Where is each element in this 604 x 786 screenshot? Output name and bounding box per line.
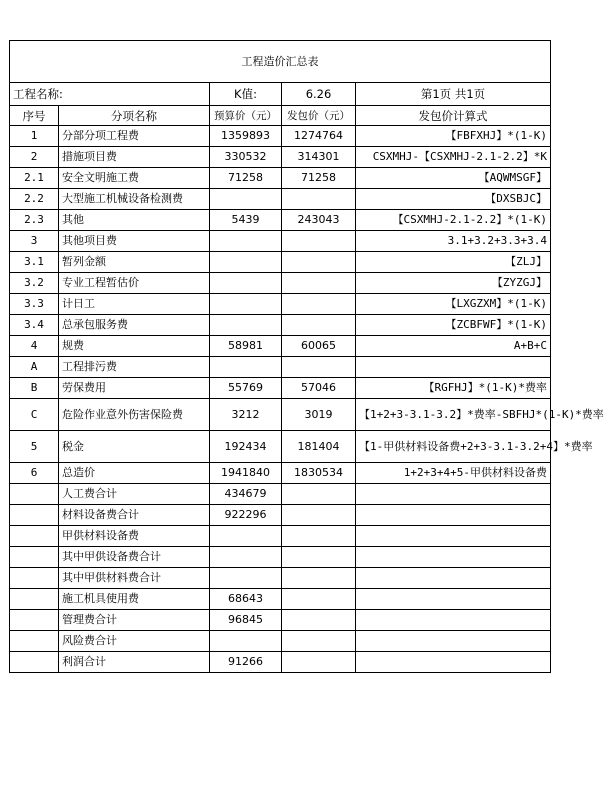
row-formula <box>356 568 551 589</box>
row-budget <box>210 568 282 589</box>
row-contract: 71258 <box>282 168 356 189</box>
row-formula: 【ZCBFWF】*(1-K) <box>356 315 551 336</box>
row-formula <box>356 631 551 652</box>
header-formula: 发包价计算式 <box>356 106 551 126</box>
row-budget <box>210 315 282 336</box>
row-name: 专业工程暂估价 <box>59 273 210 294</box>
row-formula: 【1+2+3-3.1-3.2】*费率-SBFHJ*(1-K)*费率 <box>356 399 551 431</box>
row-name: 其中甲供材料费合计 <box>59 568 210 589</box>
row-no: 3 <box>10 231 59 252</box>
row-contract <box>282 526 356 547</box>
row-budget <box>210 189 282 210</box>
row-name: 施工机具使用费 <box>59 589 210 610</box>
table-row <box>10 126 551 147</box>
row-no: B <box>10 378 59 399</box>
row-name: 暂列金额 <box>59 252 210 273</box>
info-row <box>10 83 551 106</box>
row-name: 总造价 <box>59 463 210 484</box>
row-no: 3.2 <box>10 273 59 294</box>
table-row <box>10 336 551 357</box>
table-row <box>10 357 551 378</box>
row-budget: 91266 <box>210 652 282 673</box>
row-budget <box>210 231 282 252</box>
row-name: 税金 <box>59 431 210 463</box>
row-contract <box>282 252 356 273</box>
row-no <box>10 505 59 526</box>
row-contract: 314301 <box>282 147 356 168</box>
table-row <box>10 431 551 463</box>
row-name: 风险费合计 <box>59 631 210 652</box>
row-budget: 922296 <box>210 505 282 526</box>
row-contract: 181404 <box>282 431 356 463</box>
row-budget: 434679 <box>210 484 282 505</box>
row-budget <box>210 294 282 315</box>
table-row <box>10 463 551 484</box>
row-no: 2.3 <box>10 210 59 231</box>
row-contract: 3019 <box>282 399 356 431</box>
row-name: 规费 <box>59 336 210 357</box>
table-row <box>10 484 551 505</box>
row-no <box>10 547 59 568</box>
row-no: 3.4 <box>10 315 59 336</box>
cost-summary-sheet <box>9 40 604 673</box>
row-no: 3.1 <box>10 252 59 273</box>
k-label: K值: <box>210 83 282 106</box>
row-formula: 【ZLJ】 <box>356 252 551 273</box>
header-name: 分项名称 <box>59 106 210 126</box>
row-no <box>10 610 59 631</box>
table-row <box>10 547 551 568</box>
row-no: 1 <box>10 126 59 147</box>
row-no <box>10 631 59 652</box>
row-contract <box>282 547 356 568</box>
row-formula <box>356 357 551 378</box>
row-contract <box>282 294 356 315</box>
row-name: 安全文明施工费 <box>59 168 210 189</box>
row-no: C <box>10 399 59 431</box>
row-budget: 192434 <box>210 431 282 463</box>
header-row <box>10 106 551 126</box>
row-formula <box>356 547 551 568</box>
row-name: 计日工 <box>59 294 210 315</box>
row-formula <box>356 484 551 505</box>
row-no: 2 <box>10 147 59 168</box>
row-formula: CSXMHJ-【CSXMHJ-2.1-2.2】*K <box>356 147 551 168</box>
row-formula: 【LXGZXM】*(1-K) <box>356 294 551 315</box>
row-formula: 3.1+3.2+3.3+3.4 <box>356 231 551 252</box>
row-formula: 【ZYZGJ】 <box>356 273 551 294</box>
row-budget: 1359893 <box>210 126 282 147</box>
row-budget: 5439 <box>210 210 282 231</box>
row-formula <box>356 610 551 631</box>
row-contract: 57046 <box>282 378 356 399</box>
cost-summary-table <box>9 40 604 673</box>
row-budget <box>210 357 282 378</box>
row-contract <box>282 505 356 526</box>
row-budget: 330532 <box>210 147 282 168</box>
row-contract <box>282 589 356 610</box>
table-row <box>10 147 551 168</box>
row-formula: 【AQWMSGF】 <box>356 168 551 189</box>
row-contract <box>282 652 356 673</box>
row-contract: 1830534 <box>282 463 356 484</box>
row-name: 危险作业意外伤害保险费 <box>59 399 210 431</box>
row-contract <box>282 189 356 210</box>
row-budget: 55769 <box>210 378 282 399</box>
row-contract <box>282 273 356 294</box>
table-row <box>10 189 551 210</box>
row-name: 管理费合计 <box>59 610 210 631</box>
table-row <box>10 168 551 189</box>
project-name-label: 工程名称: <box>10 83 210 106</box>
row-formula: 【CSXMHJ-2.1-2.2】*(1-K) <box>356 210 551 231</box>
row-name: 材料设备费合计 <box>59 505 210 526</box>
row-contract <box>282 631 356 652</box>
row-budget: 58981 <box>210 336 282 357</box>
row-formula: 【RGFHJ】*(1-K)*费率 <box>356 378 551 399</box>
row-contract <box>282 484 356 505</box>
row-formula: 【1-甲供材料设备费+2+3-3.1-3.2+4】*费率 <box>356 431 551 463</box>
table-row <box>10 652 551 673</box>
row-no: 5 <box>10 431 59 463</box>
table-row <box>10 315 551 336</box>
row-contract: 243043 <box>282 210 356 231</box>
row-no: 4 <box>10 336 59 357</box>
row-no <box>10 652 59 673</box>
row-name: 劳保费用 <box>59 378 210 399</box>
row-no <box>10 526 59 547</box>
table-row <box>10 589 551 610</box>
row-budget: 68643 <box>210 589 282 610</box>
header-contract: 发包价（元） <box>282 106 356 126</box>
table-row <box>10 526 551 547</box>
table-row <box>10 210 551 231</box>
row-formula: A+B+C <box>356 336 551 357</box>
row-no: A <box>10 357 59 378</box>
row-formula: 1+2+3+4+5-甲供材料设备费 <box>356 463 551 484</box>
row-no: 2.2 <box>10 189 59 210</box>
row-name: 利润合计 <box>59 652 210 673</box>
row-formula <box>356 526 551 547</box>
row-no <box>10 484 59 505</box>
row-budget <box>210 273 282 294</box>
row-formula <box>356 589 551 610</box>
row-name: 工程排污费 <box>59 357 210 378</box>
row-formula: 【DXSBJC】 <box>356 189 551 210</box>
row-budget: 96845 <box>210 610 282 631</box>
table-row <box>10 631 551 652</box>
row-no <box>10 568 59 589</box>
row-budget <box>210 252 282 273</box>
row-name: 人工费合计 <box>59 484 210 505</box>
table-row <box>10 252 551 273</box>
row-budget: 3212 <box>210 399 282 431</box>
table-row <box>10 231 551 252</box>
table-row <box>10 378 551 399</box>
row-contract <box>282 568 356 589</box>
row-formula <box>356 652 551 673</box>
row-formula <box>356 505 551 526</box>
header-budget: 预算价（元） <box>210 106 282 126</box>
page-indicator: 第1页 共1页 <box>356 83 551 106</box>
table-row <box>10 399 551 431</box>
row-budget <box>210 631 282 652</box>
table-row <box>10 273 551 294</box>
row-budget: 1941840 <box>210 463 282 484</box>
header-no: 序号 <box>10 106 59 126</box>
page-title: 工程造价汇总表 <box>10 41 551 83</box>
row-name: 甲供材料设备费 <box>59 526 210 547</box>
row-contract <box>282 231 356 252</box>
row-budget <box>210 526 282 547</box>
table-row <box>10 610 551 631</box>
row-budget: 71258 <box>210 168 282 189</box>
row-name: 其他 <box>59 210 210 231</box>
row-name: 分部分项工程费 <box>59 126 210 147</box>
row-contract <box>282 315 356 336</box>
row-contract: 1274764 <box>282 126 356 147</box>
row-no <box>10 589 59 610</box>
row-budget <box>210 547 282 568</box>
row-contract: 60065 <box>282 336 356 357</box>
row-formula: 【FBFXHJ】*(1-K) <box>356 126 551 147</box>
row-no: 6 <box>10 463 59 484</box>
table-row <box>10 294 551 315</box>
row-no: 2.1 <box>10 168 59 189</box>
row-name: 其中甲供设备费合计 <box>59 547 210 568</box>
row-no: 3.3 <box>10 294 59 315</box>
row-name: 措施项目费 <box>59 147 210 168</box>
k-value: 6.26 <box>282 83 356 106</box>
row-name: 其他项目费 <box>59 231 210 252</box>
table-row <box>10 568 551 589</box>
row-name: 大型施工机械设备检测费 <box>59 189 210 210</box>
row-name: 总承包服务费 <box>59 315 210 336</box>
table-row <box>10 505 551 526</box>
row-contract <box>282 610 356 631</box>
row-contract <box>282 357 356 378</box>
